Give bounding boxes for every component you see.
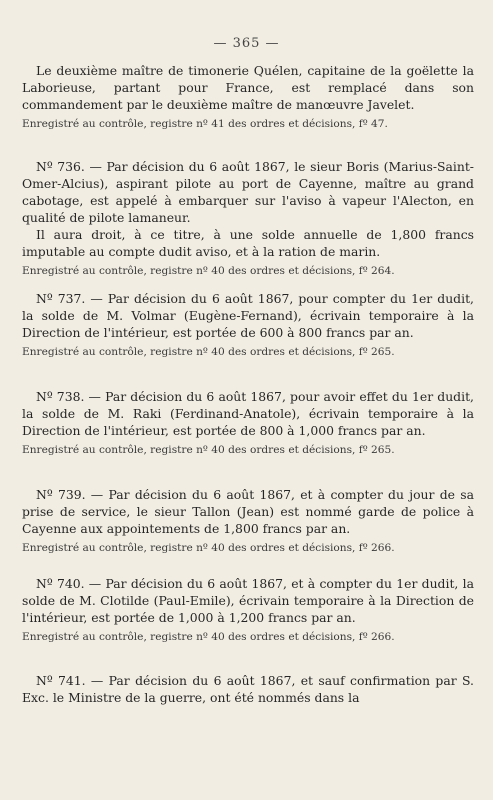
entry-740 (22, 575, 474, 645)
intro-section (22, 62, 474, 132)
entry-paragraph: Nº 741. — Par décision du 6 août 1867, et sauf confirmation par S. Exc. le Ministre de la guerre, ont été nommés dans la (22, 673, 474, 705)
entry-738 (22, 388, 474, 458)
entry-paragraph: Nº 739. — Par décision du 6 août 1867, et à compter du jour de sa prise de service, le sieur Tallon (Jean) est nommé garde de police à Cayenne aux appointements de 1,800 francs par an. (22, 487, 474, 536)
intro-paragraph: Le deuxième maître de timonerie Quélen, capitaine de la goëlette la Laborieuse, partant pour France, est remplacé dans son commandement par le deuxième maître de manœuvre Javelet. (22, 63, 474, 112)
entry-paragraph: Nº 738. — Par décision du 6 août 1867, pour avoir effet du 1er dudit, la solde de M. Raki (Ferdinand-Anatole), écrivain temporaire à la Direction de l'intérieur, est portée de 800 à 1,000 francs par an. (22, 389, 474, 438)
entry-736 (22, 158, 474, 279)
intro-registration: Enregistré au contrôle, registre nº 41 des ordres et décisions, fº 47. (22, 118, 388, 130)
entry-741 (22, 672, 474, 706)
page-number: — 365 — (213, 36, 280, 51)
entry-737 (22, 290, 474, 360)
entry-paragraph: Nº 737. — Par décision du 6 août 1867, pour compter du 1er dudit, la solde de M. Volmar (Eugène-Fernand), écrivain temporaire à la Direction de l'intérieur, est portée de 600 à 800 francs par an. (22, 291, 474, 340)
entry-registration: Enregistré au contrôle, registre nº 40 des ordres et décisions, fº 264. (22, 265, 395, 277)
entry-registration: Enregistré au contrôle, registre nº 40 des ordres et décisions, fº 265. (22, 444, 395, 456)
entry-registration: Enregistré au contrôle, registre nº 40 des ordres et décisions, fº 265. (22, 346, 395, 358)
entry-registration: Enregistré au contrôle, registre nº 40 des ordres et décisions, fº 266. (22, 631, 395, 643)
entry-paragraph: Nº 736. — Par décision du 6 août 1867, le sieur Boris (Marius-Saint-Omer-Alcius), aspirant pilote au port de Cayenne, maître au grand cabotage, est appelé à embarquer sur l'aviso à vapeur l'Alecton, en qualité de pilote lamaneur. (22, 159, 474, 225)
entry-paragraph: Il aura droit, à ce titre, à une solde annuelle de 1,800 francs imputable au compte dudit aviso, et à la ration de marin. (22, 227, 474, 259)
entry-739 (22, 486, 474, 556)
entry-registration: Enregistré au contrôle, registre nº 40 des ordres et décisions, fº 266. (22, 542, 395, 554)
entry-paragraph: Nº 740. — Par décision du 6 août 1867, et à compter du 1er dudit, la solde de M. Clotilde (Paul-Emile), écrivain temporaire à la Direction de l'intérieur, est portée de 1,000 à 1,200 francs par an. (22, 576, 474, 625)
